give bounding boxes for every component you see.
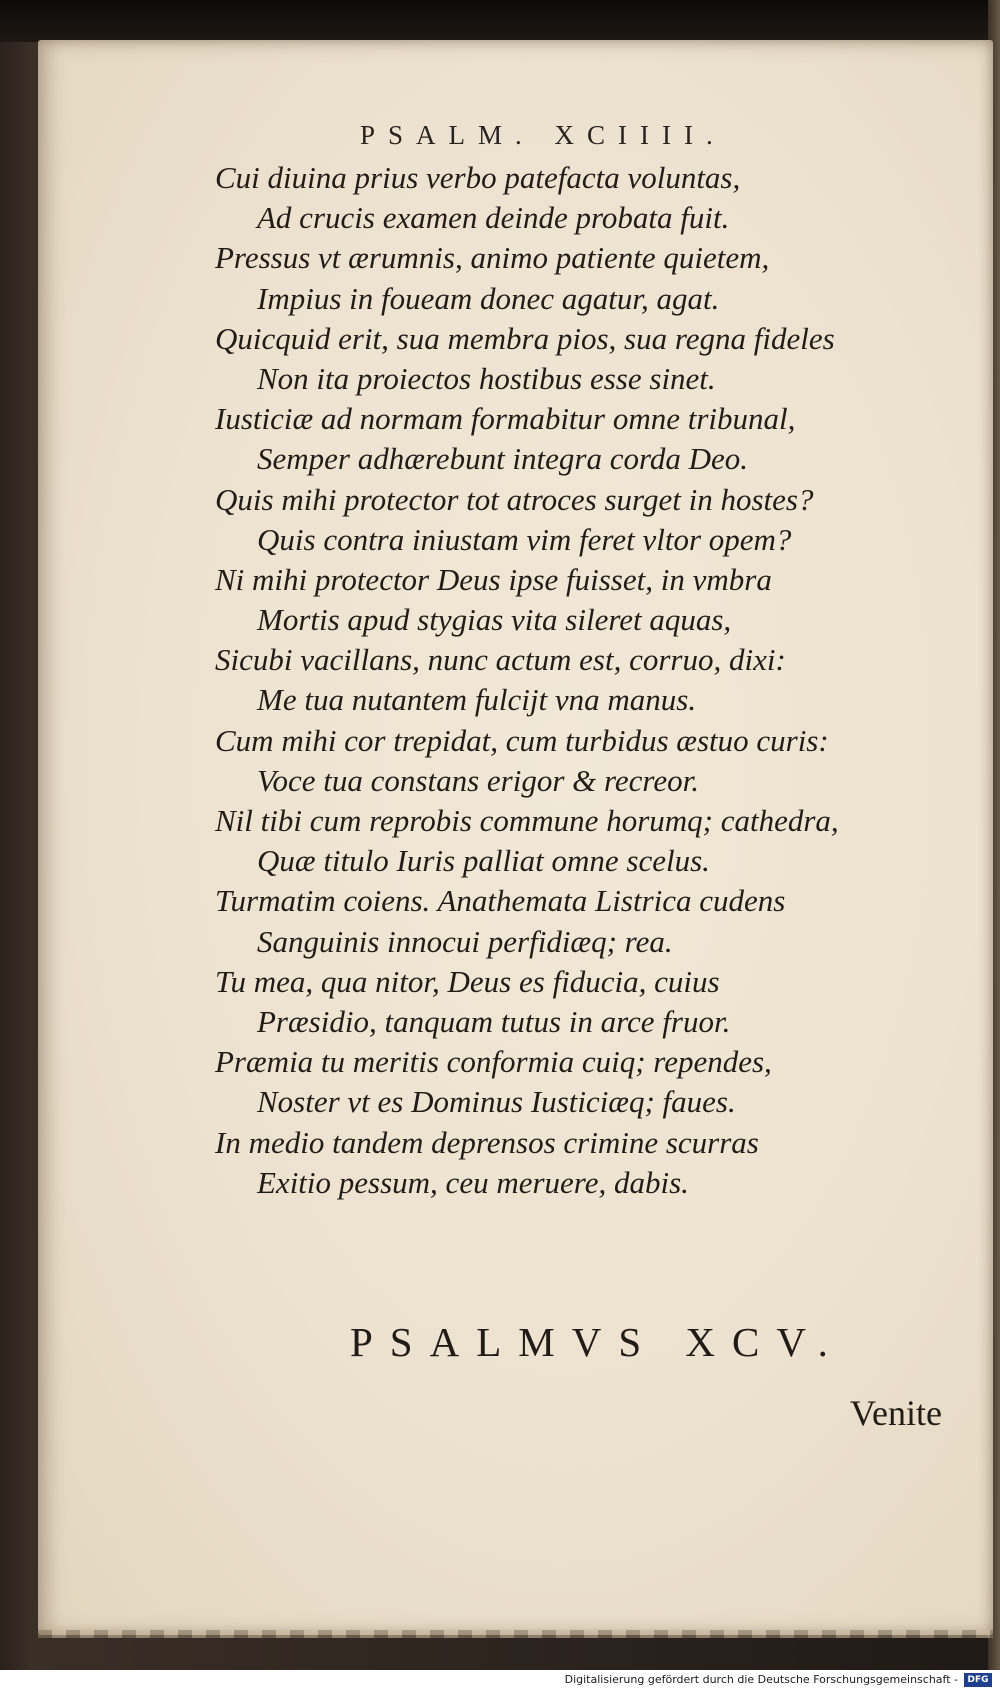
verse-line: Me tua nutantem fulcijt vna manus. — [257, 682, 697, 718]
verse-line: Voce tua constans erigor & recreor. — [257, 762, 699, 798]
dfg-logo-icon: DFG — [964, 1673, 992, 1687]
psalm-title: PSALMVS XCV. — [350, 1319, 845, 1365]
verse-line: Iusticiæ ad normam formabitur omne tribunal, — [215, 401, 796, 437]
verse-line: Ni mihi protector Deus ipse fuisset, in vmbra — [215, 561, 772, 597]
footer — [0, 1670, 1000, 1691]
verse-line: Nil tibi cum reprobis commune horumq; cathedra, — [215, 803, 839, 838]
verse-line: Quicquid erit, sua membra pios, sua regna fideles — [215, 320, 835, 356]
verse-line: Sicubi vacillans, nunc actum est, corruo, dixi: — [215, 642, 786, 678]
verse-line: Noster vt es Dominus Iusticiæq; faues. — [257, 1084, 736, 1120]
verse-line: Quis mihi protector tot atroces surget in hostes? — [215, 481, 814, 517]
verse-line: Ad crucis examen deinde probata fuit. — [257, 200, 730, 236]
verse-line: Cui diuina prius verbo patefacta voluntas, — [215, 160, 741, 195]
verse-line: In medio tandem deprensos crimine scurras — [215, 1124, 759, 1160]
page-bottom-edge — [38, 1630, 993, 1638]
verse-line: Semper adhærebunt integra corda Deo. — [257, 441, 749, 477]
verse-line: Tu mea, qua nitor, Deus es fiducia, cuius — [215, 963, 720, 999]
verse-line: Præsidio, tanquam tutus in arce fruor. — [257, 1003, 731, 1039]
verse-line: Impius in foueam donec agatur, agat. — [257, 280, 720, 316]
verse-line: Exitio pessum, ceu meruere, dabis. — [257, 1164, 689, 1200]
verse-line: Pressus vt ærumnis, animo patiente quietem, — [215, 240, 770, 276]
scan-top-edge — [0, 0, 1000, 42]
catchword: Venite — [850, 1393, 942, 1433]
verse-line: Præmia tu meritis conformia cuiq; rependes, — [215, 1044, 772, 1080]
verse-line: Quæ titulo Iuris palliat omne scelus. — [257, 843, 710, 879]
verse-line: Quis contra iniustam vim feret vltor opem? — [257, 521, 792, 557]
verse-line: Mortis apud stygias vita sileret aquas, — [257, 602, 732, 638]
verse-list — [215, 158, 955, 1203]
footer-credit: Digitalisierung gefördert durch die Deutsche Forschungsgemeinschaft - — [564, 1673, 958, 1686]
verse-line: Non ita proiectos hostibus esse sinet. — [257, 360, 716, 396]
verse-line: Turmatim coiens. Anathemata Listrica cudens — [215, 883, 786, 919]
running-head: PSALM. XCIIII. — [360, 120, 726, 150]
verse-line: Sanguinis innocui perfidiæq; rea. — [257, 923, 673, 959]
verse-line: Cum mihi cor trepidat, cum turbidus æstuo curis: — [215, 722, 829, 758]
